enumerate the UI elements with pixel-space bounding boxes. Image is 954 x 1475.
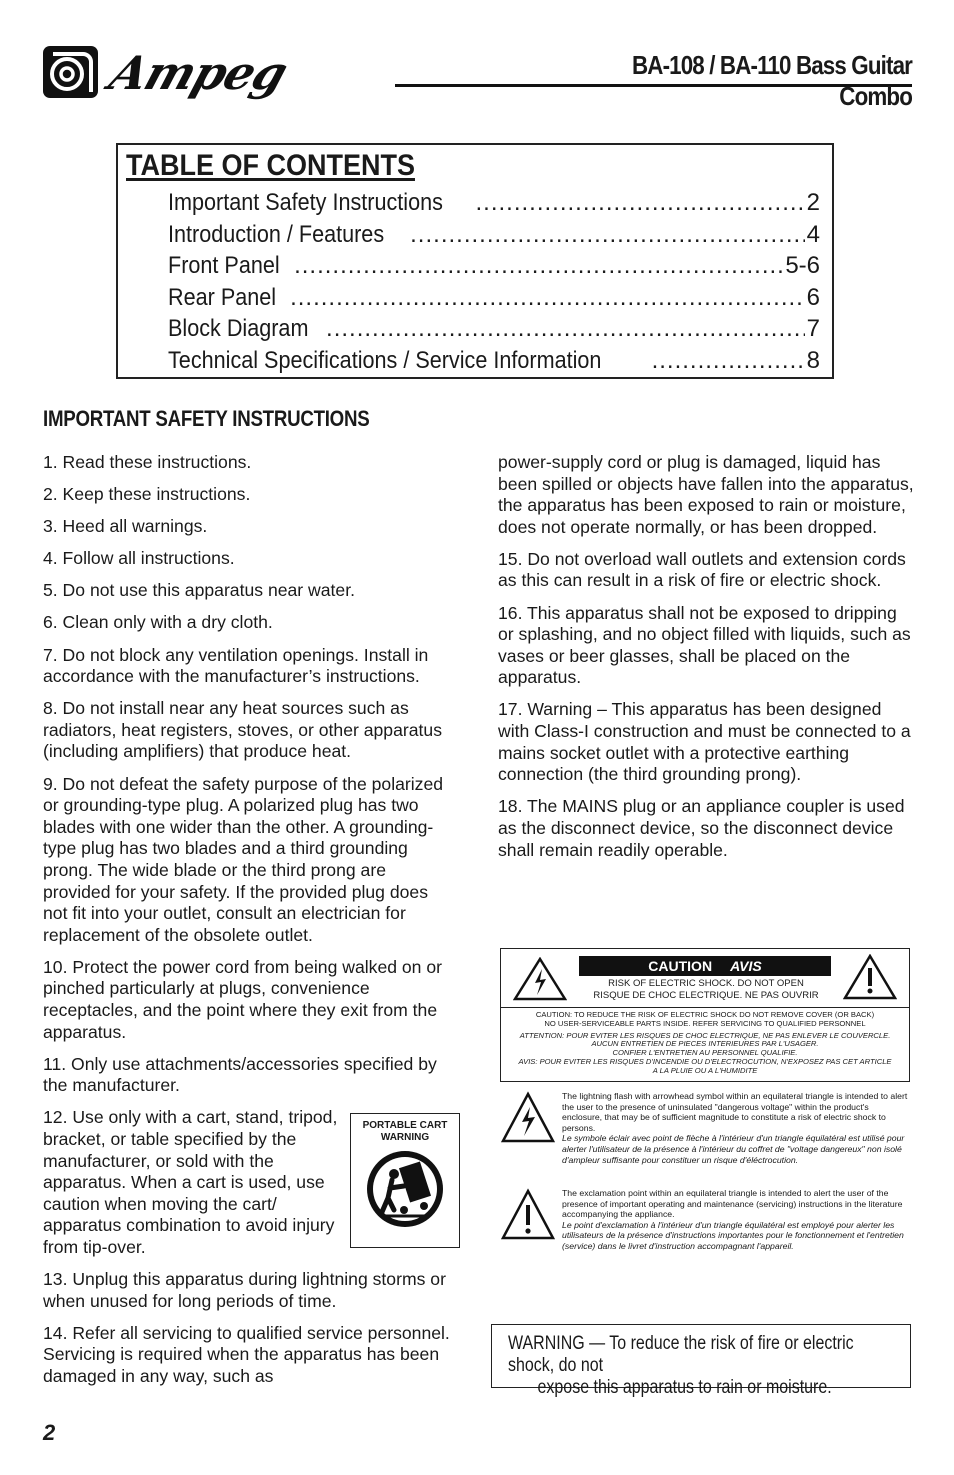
safety-column-right — [498, 452, 916, 872]
caution-fr — [505, 1032, 905, 1076]
safety-item: 14. Refer all servicing to qualified service personnel. Servicing is required when the apparatus has been damaged in any way, such as — [43, 1322, 450, 1386]
caution-fr-line: ATTENTION: POUR EVITER LES RISQUES DE CHOC ELECTRIQUE, NE PAS ENLEVER LE COUVERCLE. — [519, 1030, 891, 1040]
safety-item: 7. Do not block any ventilation openings. Install in accordance with the manufacturer’s instructions. — [43, 644, 429, 687]
caution-en — [505, 1011, 905, 1029]
cart-label-line2: WARNING — [380, 1132, 430, 1143]
exclamation-explanation-text — [562, 1188, 908, 1252]
toc-leader — [326, 315, 805, 343]
toc-entry-label: Block Diagram — [168, 315, 309, 343]
safety-item: 9. Do not defeat the safety purpose of the polarized or grounding-type plug. A polarized plug has two blades with one wider than the other. A grounding-type plug has two blades and a third grounding prong. The wide blade or the third prong are provided for your safety. If the provided plug does not fit into your outlet, consult an electrician for replacement of the obsolete outlet. — [43, 773, 444, 945]
toc-leader — [475, 189, 804, 217]
toc-entry[interactable] — [168, 221, 820, 253]
toc-entry-page: 8 — [806, 346, 820, 374]
risk-en: RISK OF ELECTRIC SHOCK. DO NOT OPEN — [608, 978, 804, 989]
toc-entry-label: Introduction / Features — [168, 220, 385, 248]
caution-banner-fr: AVIS — [730, 958, 762, 974]
safety-item: power-supply cord or plug is damaged, liquid has been spilled or objects have fallen into the apparatus, the apparatus has been exposed to rain or moisture, does not operate normally, or has been dropped. — [498, 452, 914, 537]
toc-entry-label: Rear Panel — [168, 283, 277, 311]
section-heading: IMPORTANT SAFETY INSTRUCTIONS — [43, 406, 370, 431]
safety-item: 10. Protect the power cord from being walked on or pinched particularly at plugs, convenience receptacles, and the point where they exit from the apparatus. — [43, 956, 443, 1042]
lightning-triangle-icon — [500, 1091, 556, 1145]
toc-entry[interactable] — [168, 284, 820, 316]
warning-text — [508, 1332, 893, 1398]
cart-tipover-icon — [364, 1148, 446, 1230]
safety-item: 5. Do not use this apparatus near water. — [43, 580, 355, 601]
toc-title: TABLE OF CONTENTS — [126, 149, 415, 182]
toc-entry-label: Technical Specifications / Service Information — [168, 346, 602, 374]
safety-item: 11. Only use attachments/accessories specified by the manufacturer. — [43, 1053, 437, 1096]
toc-entry[interactable] — [168, 347, 820, 379]
risk-fr: RISQUE DE CHOC ELECTRIQUE. NE PAS OUVRIR — [593, 990, 819, 1001]
toc-entry-page: 7 — [806, 315, 820, 343]
toc-entry[interactable] — [168, 315, 820, 347]
table-of-contents — [116, 143, 834, 379]
toc-entry-label: Front Panel — [168, 252, 280, 280]
warning-line1: WARNING — To reduce the risk of fire or electric shock, do not — [508, 1332, 854, 1376]
toc-entry[interactable] — [168, 252, 820, 284]
page-title: BA-108 / BA-110 Bass Guitar Combo — [631, 50, 912, 111]
ampeg-logo-icon — [43, 46, 98, 98]
caution-en-line: CAUTION: TO REDUCE THE RISK OF ELECTRIC SHOCK DO NOT REMOVE COVER (OR BACK) — [535, 1010, 875, 1019]
safety-item: 6. Clean only with a dry cloth. — [43, 612, 273, 633]
safety-item: 17. Warning – This apparatus has been designed with Class-I construction and must be connected to a mains socket outlet with a protective earthing connection (the third grounding prong). — [498, 699, 911, 785]
toc-entry-page: 6 — [806, 283, 820, 311]
toc-list — [168, 189, 820, 379]
exclamation-triangle-icon — [500, 1188, 556, 1242]
caution-header — [501, 949, 909, 1008]
portable-cart-warning — [350, 1113, 460, 1248]
safety-item: 12. Use only with a cart, stand, tripod, bracket, or table specified by the manufacturer, or sold with the apparatus. When a cart is used, use caution when moving the cart/ apparatus combination to avoid injury from tip-over. — [43, 1107, 338, 1257]
caution-risk-text — [571, 978, 841, 1002]
toc-entry[interactable] — [168, 189, 820, 221]
safety-item: 3. Heed all warnings. — [43, 516, 208, 537]
safety-item: 13. Unplug this apparatus during lightning storms or when unused for long periods of time. — [43, 1269, 446, 1311]
caution-banner — [579, 956, 831, 976]
exclaim-en: The exclamation point within an equilateral triangle is intended to alert the user of the presence of important operating and maintenance (servicing) instructions in the literature accompanying the appliance. — [562, 1188, 903, 1220]
safety-item: 8. Do not install near any heat sources such as radiators, heat registers, stoves, or other apparatus (including amplifiers) that produce heat. — [43, 698, 442, 762]
caution-en-line: NO USER-SERVICEABLE PARTS INSIDE. REFER SERVICING TO QUALIFIED PERSONNEL — [544, 1018, 866, 1028]
page-number: 2 — [43, 1420, 56, 1445]
lightning-triangle-icon — [513, 957, 567, 1001]
exclamation-triangle-icon — [843, 954, 897, 1000]
lightning-fr: Le symbole éclair avec point de flèche à l'intérieur d'un triangle équilatéral est utilisé pour alerter l'utilisateur de la présence à l'intérieur du coffret de "voltage dangereux" non isolé d'ampleur suffisante pour constituer un risque d'éléctrocution. — [562, 1133, 905, 1165]
caution-fr-line: A LA PLUIE OU A L'HUMIDITE — [652, 1065, 758, 1075]
toc-entry-page: 5-6 — [785, 252, 820, 280]
warning-line2: expose this apparatus to rain or moisture. — [537, 1376, 832, 1398]
warning-box — [491, 1324, 911, 1398]
caution-body — [505, 1011, 905, 1076]
lightning-explanation-text — [562, 1091, 908, 1165]
brand-wordmark: Ampeg — [103, 46, 294, 100]
exclamation-symbol-explanation — [500, 1188, 910, 1270]
toc-entry-page: 4 — [806, 220, 820, 248]
caution-fr-line: AVIS: POUR EVITER LES RISQUES D'INCENDIE OU D'ELECTROCUTION, N'EXPOSEZ PAS CET ARTICLE — [518, 1056, 892, 1066]
safety-column-left — [43, 452, 455, 1398]
caution-fr-line: AUCUN ENTRETIEN DE PIECES INTERIEURES PAR L'USAGER. — [591, 1039, 819, 1049]
caution-fr-line: CONFIER L'ENTRETIEN AU PERSONNEL QUALIFIE. — [612, 1048, 798, 1058]
toc-leader — [652, 347, 805, 375]
safety-item: 15. Do not overload wall outlets and extension cords as this can result in a risk of fire or electric shock. — [498, 548, 906, 591]
lightning-en: The lightning flash with arrowhead symbol within an equilateral triangle is intended to alert the user to the presence of uninsulated "dangerous voltage" within the product's enclosure, that may be of sufficient magnitude to constitute a risk of electric shock to persons. — [562, 1091, 908, 1133]
safety-item: 2. Keep these instructions. — [43, 484, 251, 505]
caution-banner-en: CAUTION — [648, 958, 713, 974]
toc-entry-page: 2 — [806, 189, 820, 216]
exclaim-fr: Le point d'exclamation à l'intérieur d'un triangle équilatéral est employé pour alerter les utilisateurs de la présence d'instructions importantes pour le fonctionnement et l'entretien (service) dans le livret d'instruction accompagnant l'appareil. — [562, 1219, 904, 1251]
lightning-symbol-explanation — [500, 1091, 910, 1183]
safety-item: 1. Read these instructions. — [43, 452, 252, 472]
toc-leader — [410, 221, 805, 249]
caution-label — [500, 948, 910, 1082]
safety-item: 18. The MAINS plug or an appliance coupler is used as the disconnect device, so the disconnect device shall remain readily operable. — [498, 796, 905, 860]
toc-leader — [290, 284, 805, 312]
toc-leader — [294, 252, 783, 280]
safety-item: 4. Follow all instructions. — [43, 548, 235, 569]
cart-label-line1: PORTABLE CART — [362, 1120, 448, 1131]
safety-item: 16. This apparatus shall not be exposed to dripping or splashing, and no object filled with liquids, such as vases or beer glasses, shall be placed on the apparatus. — [498, 602, 911, 688]
toc-entry-label: Important Safety Instructions — [168, 189, 443, 216]
